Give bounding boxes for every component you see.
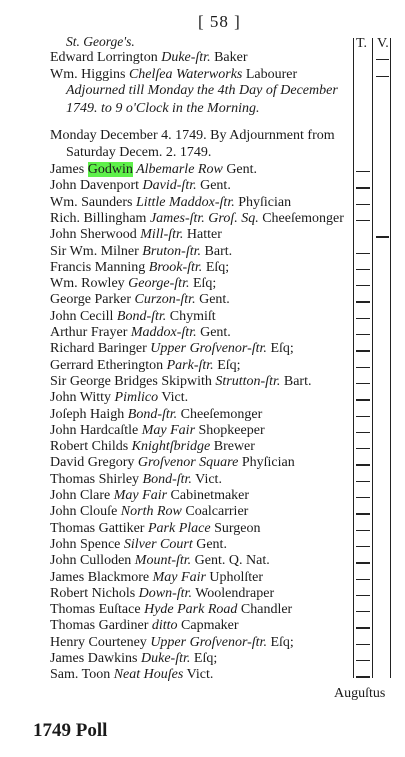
tally-mark-t	[356, 627, 370, 628]
tally-mark-t	[356, 367, 370, 368]
poll-entry	[50, 195, 291, 211]
voter-name: John Clouſe	[50, 504, 121, 520]
voter-name: Wm. Higgins	[50, 66, 129, 82]
poll-entry	[50, 260, 229, 276]
column-head-v: V.	[377, 36, 389, 51]
voter-street: Groſvenor Square	[137, 455, 239, 471]
voter-occupation: Upholſter	[205, 569, 264, 585]
voter-occupation: Eſq;	[266, 341, 294, 357]
tally-mark-t	[356, 497, 370, 498]
voter-street: Strutton-ſtr.	[215, 373, 281, 389]
voter-street: Curzon-ſtr.	[134, 292, 196, 308]
voter-occupation: Cabinetmaker	[167, 488, 250, 503]
voter-occupation: Coalcarrier	[181, 504, 249, 520]
tally-mark-v	[376, 236, 389, 237]
voter-occupation: Shopkeeper	[195, 422, 265, 438]
voter-street: Down-ſtr.	[138, 585, 192, 601]
voter-occupation: Phyſician	[234, 194, 292, 210]
voter-street: North Row	[120, 504, 182, 520]
voter-occupation: Eſq;	[189, 276, 217, 292]
poll-entry	[50, 586, 274, 602]
column-head-t: T.	[356, 36, 368, 51]
voter-occupation: Vict.	[191, 471, 222, 487]
parish-heading: St. George's.	[66, 34, 135, 49]
voter-occupation: Phyſician	[238, 455, 295, 471]
voter-street: Bond-ſtr.	[127, 406, 178, 422]
voter-name: Thomas Gardiner	[50, 618, 152, 634]
voter-name: Gerrard Etherington	[50, 357, 167, 373]
voter-occupation: Labourer	[242, 66, 298, 82]
tally-mark-t	[356, 464, 370, 465]
voter-name: Thomas Shirley	[50, 471, 143, 487]
tally-mark-t	[356, 448, 370, 449]
tally-mark-t	[356, 562, 370, 563]
voter-street: May Fair	[141, 422, 196, 438]
poll-entry	[50, 211, 344, 227]
voter-street: Chelſea Waterworks	[128, 66, 243, 82]
poll-entry	[50, 602, 292, 618]
voter-street: Upper Groſvenor-ſtr.	[150, 341, 267, 357]
column-rule	[390, 38, 391, 678]
tally-mark-t	[356, 171, 370, 172]
voter-occupation: Chandler	[237, 602, 293, 618]
voter-occupation: Hatter	[183, 227, 222, 243]
poll-entry	[50, 374, 311, 390]
voter-street: Duke-ſtr.	[141, 651, 191, 666]
tally-mark-t	[356, 253, 370, 254]
tally-mark-t	[356, 350, 370, 351]
voter-occupation: Vict.	[158, 390, 189, 406]
voter-occupation: Baker	[210, 50, 248, 65]
voter-street: Knightſbridge	[131, 439, 211, 455]
tally-mark-t	[356, 676, 370, 677]
tally-mark-t	[356, 383, 370, 384]
poll-entry	[50, 358, 241, 374]
voter-occupation: Gent.	[196, 178, 231, 194]
tally-mark-t	[356, 285, 370, 286]
voter-name: Sir Wm. Milner	[50, 243, 143, 259]
voter-name: Robert Nichols	[50, 585, 139, 601]
tally-mark-t	[356, 660, 370, 661]
voter-street: Little Maddox-ſtr.	[135, 194, 235, 210]
voter-name: Thomas Gattiker	[50, 520, 148, 536]
voter-street: Park Place	[147, 520, 211, 536]
voter-occupation: Eſq;	[213, 357, 241, 373]
tally-mark-t	[356, 301, 370, 302]
tally-mark-v	[376, 76, 389, 77]
voter-occupation: Gent. Q. Nat.	[191, 553, 270, 569]
voter-street: Hyde Park Road	[144, 602, 238, 618]
poll-entry	[50, 178, 231, 194]
poll-entry	[50, 504, 248, 520]
voter-name: Sir George Bridges Skipwith	[50, 373, 216, 389]
tally-mark-t	[356, 513, 370, 514]
voter-street: David-ſtr.	[142, 178, 197, 194]
tally-mark-t	[356, 399, 370, 400]
poll-entry	[50, 439, 255, 455]
tally-mark-t	[356, 530, 370, 531]
voter-name: Edward Lorrington	[50, 50, 162, 65]
voter-street: Duke-ſtr.	[161, 50, 211, 65]
voter-street: George-ſtr.	[128, 276, 190, 292]
poll-entry	[50, 50, 248, 66]
tally-mark-t	[356, 546, 370, 547]
voter-name: John Sherwood	[50, 227, 141, 243]
session-text: Saturday Decem. 2. 1749.	[66, 145, 212, 160]
voter-street: Upper Groſvenor-ſtr.	[150, 634, 267, 650]
poll-entry	[50, 162, 257, 178]
voter-street: James-ſtr. Groſ. Sq.	[149, 210, 259, 226]
voter-street: May Fair	[152, 569, 206, 585]
adjournment-note	[66, 101, 260, 117]
tally-mark-t	[356, 595, 370, 596]
poll-entry	[50, 292, 230, 308]
tally-mark-t	[356, 644, 370, 645]
voter-name: James	[50, 162, 88, 177]
voter-name: Sam. Toon	[50, 667, 114, 683]
poll-entry	[50, 570, 263, 586]
tally-mark-t	[356, 579, 370, 580]
tally-mark-t	[356, 432, 370, 433]
poll-entry	[50, 325, 231, 341]
poll-entry	[50, 635, 294, 651]
poll-entry	[50, 309, 216, 325]
voter-street: Bruton-ſtr.	[142, 243, 202, 259]
voter-name: John Spence	[50, 536, 124, 552]
tally-mark-t	[356, 220, 370, 221]
voter-occupation: Gent.	[222, 162, 258, 177]
voter-street: Mount-ſtr.	[134, 553, 192, 569]
voter-name: Wm. Rowley	[50, 276, 129, 292]
voter-street: Albemarle Row	[132, 162, 223, 177]
voter-occupation: Vict.	[183, 667, 214, 683]
tally-mark-t	[356, 334, 370, 335]
voter-name: David Gregory	[50, 455, 138, 471]
voter-name: John Davenport	[50, 178, 143, 194]
voter-name: Francis Manning	[50, 259, 149, 275]
poll-entry	[50, 618, 239, 634]
poll-entry	[50, 407, 262, 423]
poll-entry	[50, 488, 249, 504]
voter-occupation: Brewer	[210, 439, 255, 455]
voter-occupation: Gent.	[195, 292, 230, 308]
voter-name: Wm. Saunders	[50, 194, 136, 210]
voter-occupation: Eſq;	[202, 259, 230, 275]
voter-name: Robert Childs	[50, 439, 132, 455]
poll-entry	[50, 341, 294, 357]
session-text: Monday December 4. 1749. By Adjournment from	[50, 128, 335, 143]
voter-occupation: Cheeſemonger	[177, 406, 263, 422]
poll-entry	[50, 276, 216, 292]
poll-entry	[50, 423, 265, 439]
page-number: [ 58 ]	[198, 12, 241, 31]
tally-mark-t	[356, 187, 370, 188]
voter-occupation: Woolendraper	[191, 585, 275, 601]
voter-name: Arthur Frayer	[50, 325, 131, 340]
voter-name: Joſeph Haigh	[50, 406, 128, 422]
poll-entry	[50, 390, 188, 406]
voter-occupation: Gent.	[196, 325, 231, 340]
poll-entry	[50, 667, 213, 683]
poll-entry	[50, 472, 222, 488]
voter-street: Silver Court	[123, 536, 193, 552]
catchword: Auguſtus	[334, 686, 386, 701]
poll-entry	[50, 521, 261, 537]
highlighted-name: Godwin	[87, 162, 133, 177]
poll-entry	[50, 67, 297, 83]
voter-name: Rich. Billingham	[50, 210, 150, 226]
poll-entry	[50, 455, 295, 471]
voter-occupation: Chymiſt	[166, 308, 216, 324]
tally-mark-t	[356, 416, 370, 417]
poll-entry	[50, 651, 217, 667]
tally-mark-t	[356, 318, 370, 319]
voter-street: ditto	[151, 618, 178, 634]
voter-name: James Dawkins	[50, 651, 141, 666]
poll-entry	[50, 553, 270, 569]
voter-street: Neat Houſes	[113, 667, 184, 683]
voter-occupation: Eſq;	[266, 634, 294, 650]
tally-mark-t	[356, 481, 370, 482]
adjournment-note	[66, 83, 338, 99]
voter-occupation: Surgeon	[210, 520, 261, 536]
poll-entry	[50, 227, 222, 243]
voter-name: Henry Courteney	[50, 634, 151, 650]
voter-street: May Fair	[113, 488, 168, 503]
tally-mark-t	[356, 269, 370, 270]
column-rule	[372, 38, 373, 678]
voter-name: Richard Baringer	[50, 341, 151, 357]
adjourn-text: Adjourned till Monday the 4th Day of December	[66, 83, 338, 98]
voter-name: John Witty	[50, 390, 115, 406]
tally-mark-t	[356, 204, 370, 205]
voter-street: Mill-ſtr.	[140, 227, 184, 243]
voter-name: John Cecill	[50, 308, 117, 324]
voter-street: Bond-ſtr.	[116, 308, 167, 324]
voter-street: Pimlico	[114, 390, 159, 406]
voter-occupation: Bart.	[201, 243, 233, 259]
voter-name: John Hardcaſtle	[50, 422, 142, 438]
voter-street: Park-ſtr.	[166, 357, 214, 373]
session-heading	[50, 128, 335, 144]
voter-street: Maddox-ſtr.	[130, 325, 197, 340]
voter-occupation: Capmaker	[177, 618, 239, 634]
caption: 1749 Poll	[33, 720, 108, 741]
voter-name: John Clare	[50, 488, 114, 503]
voter-name: James Blackmore	[50, 569, 153, 585]
tally-mark-t	[356, 611, 370, 612]
voter-street: Bond-ſtr.	[142, 471, 192, 487]
poll-entry	[50, 537, 227, 553]
session-heading	[66, 145, 211, 161]
voter-occupation: Cheeſemonger	[258, 210, 344, 226]
tally-mark-v	[376, 59, 389, 60]
voter-occupation: Eſq;	[190, 651, 218, 666]
poll-entry	[50, 244, 232, 260]
voter-occupation: Bart.	[280, 373, 312, 389]
voter-street: Brook-ſtr.	[148, 259, 203, 275]
column-rule	[353, 38, 354, 678]
voter-occupation: Gent.	[192, 536, 227, 552]
voter-name: George Parker	[50, 292, 135, 308]
voter-name: Thomas Euſtace	[50, 602, 145, 618]
adjourn-text: 1749. to 9 o'Clock in the Morning.	[66, 101, 260, 116]
voter-name: John Culloden	[50, 553, 135, 569]
